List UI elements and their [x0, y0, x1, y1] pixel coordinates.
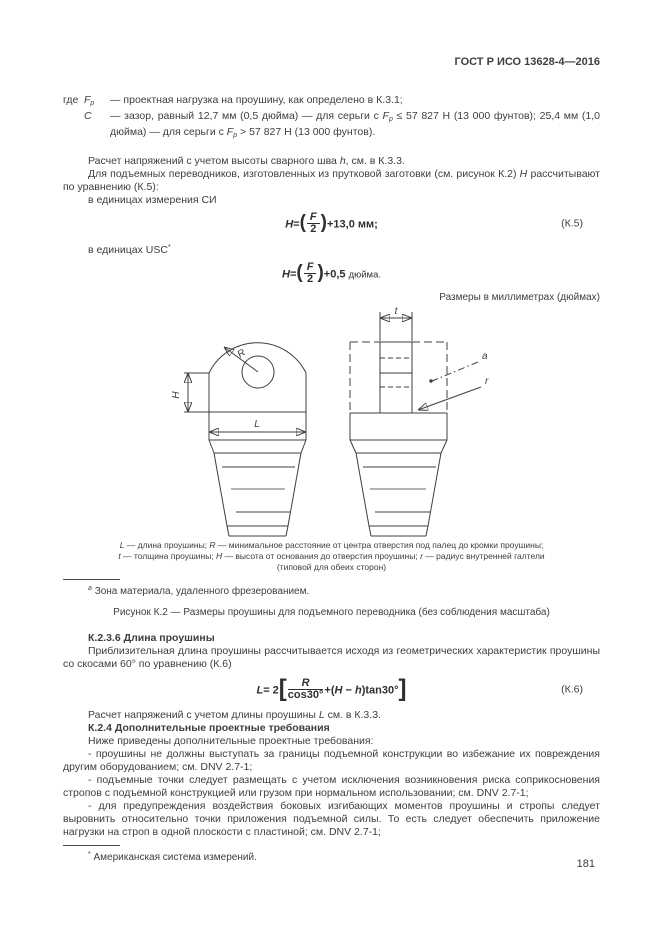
paragraph-rod-blank: Для подъемных переводников, изготовленных из прутковой заготовки (см. рисунок К.2) H рассчитывают по уравнению (К.5): [63, 168, 600, 193]
page-number: 181 [576, 858, 595, 870]
usc-units-label: в единицах USC* [88, 244, 171, 256]
symbol-fp: Fp [84, 94, 95, 107]
requirement-item: - для предупреждения воздействия боковых изгибающих моментов проушины и стропы следует выровнить относительно точки приложения подъемной силы. То есть следует обеспечить приложение нагрузки на строп в одной плоскости с пластиной; см. DNV 2.7-1; [63, 800, 600, 838]
footnote-rule [63, 845, 120, 846]
label-L: L [254, 419, 260, 430]
definition-fp-text: — проектная нагрузка на проушину, как определено в К.3.1; [110, 94, 403, 106]
section-k236-body: Приблизительная длина проушины рассчитывается исходя из геометрических характеристик проушины со скосами 60° по уравнению (К.6) [63, 645, 600, 670]
footnote-a-marker: a [88, 585, 92, 592]
standard-number: ГОСТ Р ИСО 13628-4—2016 [454, 56, 600, 68]
front-view [171, 343, 306, 536]
equation-k5 [63, 209, 600, 239]
equation-k6-body: L= 2[ $\frac{R}{\cos 30^\circ}$ +(H − h)tan30°] [256, 674, 407, 702]
definition-row-fp [63, 94, 600, 110]
figure-footnote-a [63, 579, 600, 598]
label-a: a [482, 351, 488, 362]
figure-caption-line3: (типовой для обеих сторон) [276, 562, 387, 572]
paragraph-weld-height: Расчет напряжений с учетом высоты сварного шва h, см. в К.3.3. [88, 155, 405, 167]
label-R: R [235, 347, 248, 361]
figure-caption-line1: L — длина проушины; R — минимальное расстояние от центра отверстия под палец до кромки проушины; [119, 540, 544, 550]
where-definitions [63, 94, 600, 142]
requirement-item: - проушины не должны выступать за границы подъемной конструкции во избежание их повреждения другим оборудованием; см. DNV 2.7-1; [63, 748, 600, 773]
section-k24-title: К.2.4 Дополнительные проектные требования [88, 722, 330, 734]
footnote-star-text: Американская система измерений. [93, 852, 257, 863]
equation-k6-number: (К.6) [561, 683, 583, 696]
definition-row-c [63, 110, 600, 142]
equation-k5-number: (К.5) [561, 217, 583, 230]
figure-title: Рисунок К.2 — Размеры проушины для подъемного переводника (без соблюдения масштаба) [113, 607, 550, 618]
side-view [350, 306, 489, 536]
symbol-c: C [84, 110, 92, 122]
footnote-a-text: Зона материала, удаленного фрезерованием. [94, 586, 310, 597]
footnote-rule [63, 579, 120, 580]
label-r: r [485, 376, 489, 387]
equation-usc-body: H=( $\frac{F}{2}$ )+0,5 дюйма. [281, 260, 381, 285]
equation-usc [63, 259, 600, 289]
requirement-item: - подъемные точки следует размещать с учетом исключения возникновения риска соприкосновения стропов с подъемной конструкцией или грузом при нормальном использовании; см. DNV 2.7-1; [63, 774, 600, 799]
equation-k6 [63, 673, 600, 707]
footnote-star-marker: * [88, 851, 91, 858]
si-units-label: в единицах измерения СИ [88, 194, 217, 206]
section-k236-title: К.2.3.6 Длина проушины [88, 632, 215, 644]
milled-zone [350, 342, 447, 413]
usc-footnote [63, 845, 600, 864]
equation-k5-body: H=( $\frac{F}{2}$ )+13,0 мм; [285, 210, 378, 235]
section-k24-intro: Ниже приведены дополнительные проектные требования: [88, 735, 374, 747]
label-H: H [171, 391, 182, 399]
label-t: t [394, 306, 398, 317]
dimensions-note: Размеры в миллиметрах (дюймах) [439, 292, 600, 303]
stress-note: Расчет напряжений с учетом длины проушины L см. в К.3.3. [88, 709, 381, 721]
figure-caption-line2: t — толщина проушины; H — высота от основания до отверстия проушины; r — радиус внутренней галтели [118, 551, 545, 561]
padeye-drawing [165, 304, 505, 540]
definition-c-text: — зазор, равный 12,7 мм (0,5 дюйма) — для серьги с Fp ≤ 57 827 Н (13 000 фунтов); 25,4 мм (1,0 дюйма) — для серьги с Fp > 57 827 Н (13 000 фунтов). [110, 110, 600, 139]
figure-k2 [63, 304, 600, 540]
where-lead: где [63, 94, 79, 106]
